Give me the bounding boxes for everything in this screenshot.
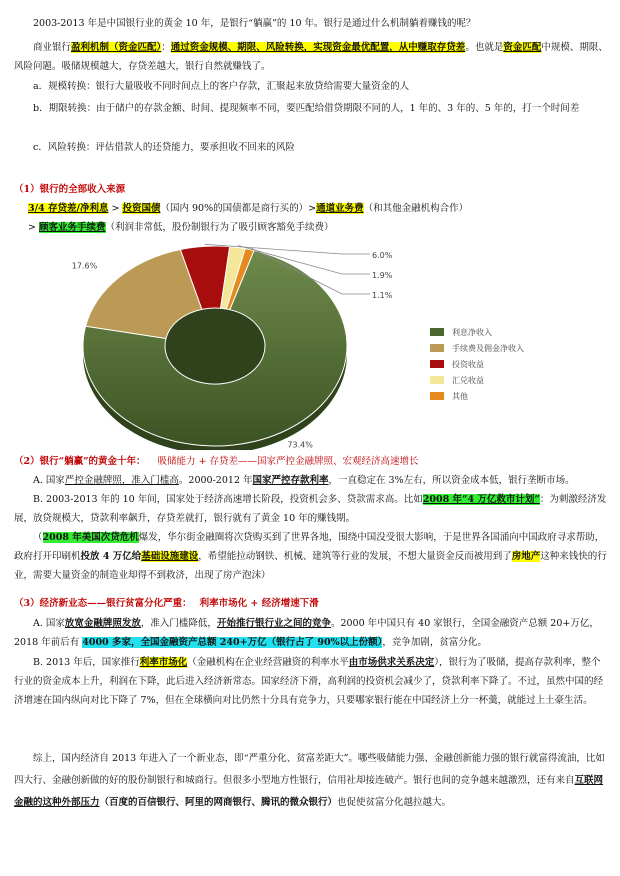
highlight-subprime-crisis: 2008 年美国次贷危机 xyxy=(42,532,139,543)
highlight-net-interest: 3/4 存贷差/净利息 xyxy=(28,203,109,214)
underline-competition: 开始推行银行业之间的竞争 xyxy=(216,618,331,629)
legend-swatch-1 xyxy=(430,344,444,352)
legend-swatch-2 xyxy=(430,360,444,368)
highlight-infrastructure: 基础设施建设 xyxy=(141,551,199,562)
highlight-customer-fees: 顾客业务手续费 xyxy=(38,222,106,233)
legend-label-3: 汇兑收益 xyxy=(452,376,484,385)
section-3-title: （3）经济新业态——银行贫富分化严重： 利率市场化 + 经济增速下滑 xyxy=(14,598,319,609)
highlight-channel-fees: 通道业务费 xyxy=(316,203,364,214)
value-label-0: 73.4% xyxy=(287,440,313,450)
summary-paragraph: 综上，国内经济自 2013 年进入了一个新业态，即“严重分化、贫富差距大”。哪些吸储能力强、金融创新能力强的银行就富得流油，比如四大行、金融创新做的好的股份制银行和城商行。但很多小型地方性银行，信用社却接连破产。银行也间的竞争越来越激烈，还有来自互联网金融的这种外部压力（百度的百信银行、阿里的网商银行、腾讯的微众银行）也促使贫富分化越拉越大。 xyxy=(14,753,605,808)
legend-label-4: 其他 xyxy=(452,392,468,401)
legend-swatch-4 xyxy=(430,392,444,400)
underline-internet-finance: 互联网金融 xyxy=(14,775,604,808)
section-2-point-b: B. 2003-2013 年的 10 年间，国家处于经济高速增长阶段，投资机会多、贷款需求高。比如2008 年“4 万亿救市计划”：为刺激经济发展，放贷规模大，贷款利率飙升，存贷差就打，银行就有了黄金 10 年的赚钱期。 xyxy=(14,494,607,524)
legend-swatch-3 xyxy=(430,376,444,384)
underline-deposit-rate-control: 国家严控存款利率 xyxy=(252,475,329,486)
item-term-conversion: b．期限转换：由于储户的存款金额、时间、提现频率不同，要匹配给借贷期限不同的人，1 年的、3 年的、5 年的，打一个时间差 xyxy=(33,103,580,114)
section-3-point-a: A. 国家放宽金融牌照发放，准入门槛降低，开始推行银行业之间的竞争。2000 年中国只有 40 家银行，全国金融资产总额 20+万亿，2018 年前后有 4000 多家，全国金融资产总额 240+万亿（银行占了 90%以上份额），竞争加剧，贫富分化。 xyxy=(14,618,599,648)
legend-label-1: 手续费及佣金净收入 xyxy=(452,344,524,353)
highlight-profit-mechanism: 盈利机制（资金匹配） xyxy=(71,42,162,53)
value-label-1: 17.6% xyxy=(71,261,98,271)
highlight-4-trillion-plan: 2008 年“4 万亿救市计划” xyxy=(422,494,540,505)
highlight-optimal-allocation: 通过资金规模、期限、风险转换，实现资金最优配置，从中赚取存贷差 xyxy=(170,42,466,53)
revenue-sources-line-1: 3/4 存贷差/净利息 > 投资国债（国内 90%的国债都是商行买的）>通道业务费（和其他金融机构合作） xyxy=(28,203,469,214)
section-2-title: （2）银行“躺赢”的黄金十年： 吸储能力 + 存贷差——国家严控金融牌照、宏观经济高速增长 xyxy=(14,456,419,467)
intro-mechanism: 商业银行盈利机制（资金匹配）：通过资金规模、期限、风险转换，实现资金最优配置，从中赚取存贷差。也就是资金匹配中规模、期限、风险问题。吸储规模越大，存贷差越大，银行自然就赚钱了。 xyxy=(14,42,608,72)
item-scale-conversion: a．规模转换：银行大量吸收不同时间点上的客户存款，汇聚起来放贷给需要大量资金的人 xyxy=(33,81,410,92)
value-label-2: 6.0% xyxy=(372,251,393,260)
revenue-sources-line-2: > 顾客业务手续费（利润非常低，股份制银行为了吸引顾客豁免手续费） xyxy=(28,222,334,233)
item-risk-conversion: c．风险转换：评估借款人的还贷能力，要承担收不回来的风险 xyxy=(33,142,295,153)
highlight-treasury-bonds: 投资国债 xyxy=(122,203,161,214)
legend-swatch-0 xyxy=(430,328,444,336)
section-2-point-a: A. 国家严控金融牌照，准入门槛高。2000-2012 年国家严控存款利率，一直稳定在 3%左右，所以资金成本低，银行垄断市场。 xyxy=(33,475,575,486)
highlight-4000-banks: 4000 多家，全国金融资产总额 240+万亿（银行占了 90%以上份额） xyxy=(82,637,383,648)
section-2-subprime-note: （2008 年美国次贷危机爆发，华尔街金融圈将次贷购买到了世界各地，围绕中国没受很大影响，于是世界各国涌向中国政府寻求帮助，政府打开印刷机投放 4 万亿给基础设施建设，希望能拉动钢铁、机械、建筑等行业的发展，不想大量资金反而被用到了房地产这种来钱快的行业，需要大量资金的制造业却得不到救济，出现了房产泡沫） xyxy=(14,532,607,581)
legend xyxy=(430,327,524,401)
revenue-donut-chart xyxy=(0,234,620,450)
legend-label-2: 投资收益 xyxy=(452,360,484,369)
section-1-title: （1）银行的全部收入来源 xyxy=(14,184,126,195)
value-label-3: 1.9% xyxy=(372,271,393,280)
intro-question: 2003-2013 年是中国银行业的黄金 10 年，是银行“躺赢”的 10 年。银行是通过什么机制躺着赚钱的呢？ xyxy=(33,18,476,29)
highlight-real-estate: 房地产 xyxy=(511,551,541,562)
underline-market-supply-demand: 由市场供求关系决定 xyxy=(348,657,435,668)
value-label-4: 1.1% xyxy=(372,291,393,300)
section-3-point-b: B. 2013 年后，国家推行利率市场化（金融机构在企业经营融资的利率水平由市场供求关系决定），银行为了吸储，提高存款利率，整个行业的资金成本上升，利润在下降，此后进入经济新常态。国家经济下滑，高利润的投资机会减少了，贷款利率下降了。不过，虽然中国的经济增速在国内纵向对比下降了 7%，但在全球横向对比仍然十分具有竞争力，只要哪家银行能在中国经济上分一杯羹，就能过上土豪生活。 xyxy=(14,657,604,706)
underline-relax-license: 放宽金融牌照发放 xyxy=(64,618,141,629)
legend-label-0: 利息净收入 xyxy=(452,328,492,337)
underline-strict-license: 严控金融牌照，准入门槛高 xyxy=(64,475,179,486)
highlight-fund-matching: 资金匹配 xyxy=(503,42,542,53)
highlight-rate-marketization: 利率市场化 xyxy=(139,657,188,668)
